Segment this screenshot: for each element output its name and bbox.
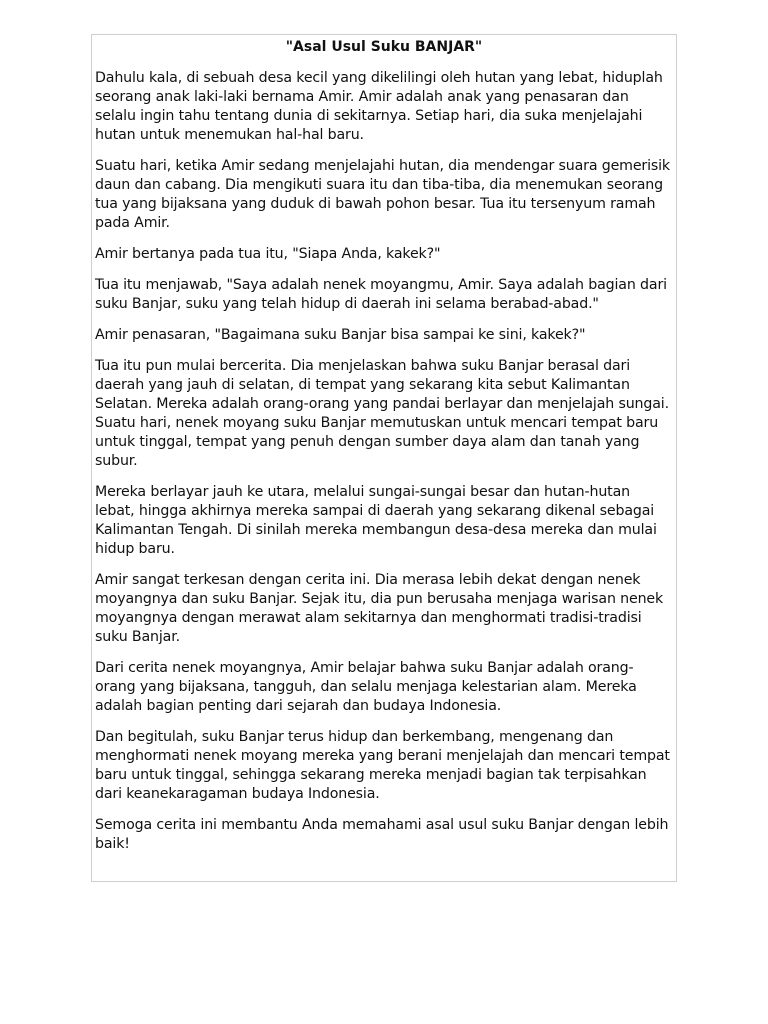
paragraph-4: Tua itu menjawab, "Saya adalah nenek moyangmu, Amir. Saya adalah bagian dari suku Banjar, suku yang telah hidup di daerah ini selama berabad-abad." xyxy=(95,277,667,312)
paragraph-1: Dahulu kala, di sebuah desa kecil yang dikelilingi oleh hutan yang lebat, hiduplah seorang anak laki-laki bernama Amir. Amir adalah anak yang penasaran dan selalu ingin tahu tentang dunia di sekitarnya. Setiap hari, dia suka menjelajahi hutan untuk menemukan hal-hal baru. xyxy=(95,70,663,143)
paragraph-6: Tua itu pun mulai bercerita. Dia menjelaskan bahwa suku Banjar berasal dari daerah yang jauh di selatan, di tempat yang sekarang kita sebut Kalimantan Selatan. Mereka adalah orang-orang yang pandai berlayar dan menjelajah sungai. Suatu hari, nenek moyang suku Banjar memutuskan untuk mencari tempat baru untuk tinggal, tempat yang penuh dengan sumber daya alam dan tanah yang subur. xyxy=(95,358,669,469)
paragraph-2: Suatu hari, ketika Amir sedang menjelajahi hutan, dia mendengar suara gemerisik daun dan cabang. Dia mengikuti suara itu dan tiba-tiba, dia menemukan seorang tua yang bijaksana yang duduk di bawah pohon besar. Tua itu tersenyum ramah pada Amir. xyxy=(95,158,670,231)
paragraph-10: Dan begitulah, suku Banjar terus hidup dan berkembang, mengenang dan menghormati nenek moyang mereka yang berani menjelajah dan mencari tempat baru untuk tinggal, sehingga sekarang mereka menjadi bagian tak terpisahkan dari keanekaragaman budaya Indonesia. xyxy=(95,729,670,802)
document-frame xyxy=(91,34,677,882)
document-title: "Asal Usul Suku BANJAR" xyxy=(285,39,483,55)
paragraph-5: Amir penasaran, "Bagaimana suku Banjar bisa sampai ke sini, kakek?" xyxy=(95,327,586,343)
paragraph-11: Semoga cerita ini membantu Anda memahami asal usul suku Banjar dengan lebih baik! xyxy=(95,817,669,852)
paragraph-3: Amir bertanya pada tua itu, "Siapa Anda, kakek?" xyxy=(95,246,441,262)
paragraph-9: Dari cerita nenek moyangnya, Amir belajar bahwa suku Banjar adalah orang-orang yang bijaksana, tangguh, dan selalu menjaga kelestarian alam. Mereka adalah bagian penting dari sejarah dan budaya Indonesia. xyxy=(95,660,637,714)
paragraph-8: Amir sangat terkesan dengan cerita ini. Dia merasa lebih dekat dengan nenek moyangnya dan suku Banjar. Sejak itu, dia pun berusaha menjaga warisan nenek moyangnya dengan merawat alam sekitarnya dan menghormati tradisi-tradisi suku Banjar. xyxy=(95,572,664,645)
paragraph-7: Mereka berlayar jauh ke utara, melalui sungai-sungai besar dan hutan-hutan lebat, hingga akhirnya mereka sampai di daerah yang sekarang dikenal sebagai Kalimantan Tengah. Di sinilah mereka membangun desa-desa mereka dan mulai hidup baru. xyxy=(95,484,657,557)
